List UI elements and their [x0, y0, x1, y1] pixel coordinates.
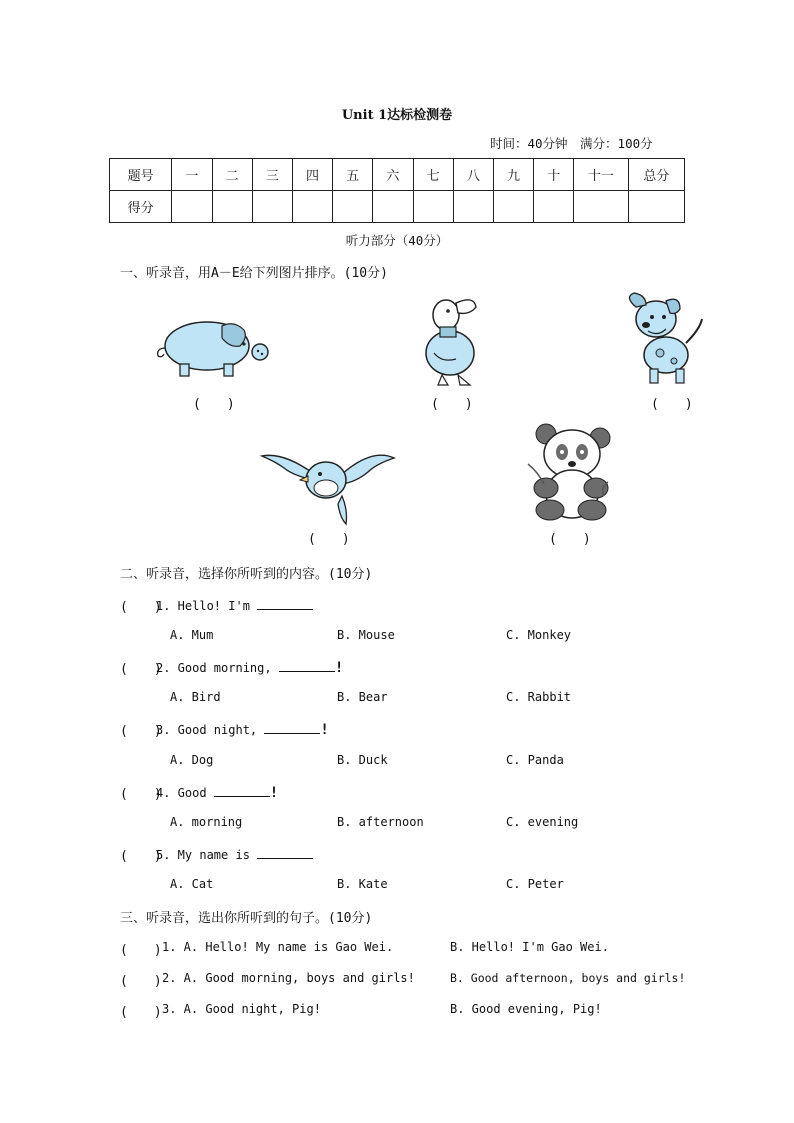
score-header-cell: 十	[534, 159, 574, 191]
fill-blank[interactable]	[279, 659, 335, 672]
score-cell[interactable]	[333, 191, 373, 223]
score-cell[interactable]	[453, 191, 493, 223]
score-header-cell: 八	[453, 159, 493, 191]
score-table	[109, 158, 685, 223]
q3-2-paren[interactable]: ( )	[120, 974, 162, 989]
option-c: C. Monkey	[506, 628, 572, 642]
q3-1-option-a: 1. A. Hello! My name is Gao Wei.	[162, 940, 394, 954]
q3-2-option-a: 2. A. Good morning, boys and girls!	[162, 971, 415, 985]
q3-1-option-b: B. Hello! I'm Gao Wei.	[450, 940, 609, 954]
option-b: B. Duck	[337, 753, 388, 767]
score-header-cell: 五	[333, 159, 373, 191]
fill-blank[interactable]	[214, 784, 270, 797]
option-a: A. morning	[170, 815, 243, 829]
q2-2-text: 2. Good morning, !	[156, 660, 344, 676]
option-b: B. Kate	[337, 877, 388, 891]
q3-2-option-b: B. Good afternoon, boys and girls!	[450, 971, 686, 985]
score-value-row	[110, 191, 685, 223]
time-info: 时间：40分钟 满分：100分	[490, 136, 653, 151]
option-b: B. afternoon	[337, 815, 424, 829]
score-header-cell: 十一	[574, 159, 628, 191]
option-a: A. Bird	[170, 690, 221, 704]
fill-blank[interactable]	[257, 597, 313, 610]
score-header-cell: 六	[373, 159, 413, 191]
score-cell[interactable]	[252, 191, 292, 223]
section1-heading: 一、听录音，用A－E给下列图片排序。(10分)	[120, 266, 388, 281]
score-header-cell: 四	[292, 159, 332, 191]
score-cell[interactable]	[413, 191, 453, 223]
score-cell[interactable]	[574, 191, 628, 223]
q2-3-paren[interactable]: ( )	[120, 724, 162, 739]
q3-3-paren[interactable]: ( )	[120, 1005, 162, 1020]
option-b: B. Mouse	[337, 628, 395, 642]
duck-icon	[420, 293, 484, 389]
option-c: C. evening	[506, 815, 579, 829]
score-header-cell: 二	[212, 159, 252, 191]
q2-3-text: 3. Good night, !	[156, 722, 329, 738]
duck-answer-paren[interactable]: ( )	[431, 397, 473, 412]
fill-blank[interactable]	[257, 846, 313, 859]
panda-icon	[524, 424, 614, 522]
option-c: C. Panda	[506, 753, 564, 767]
q2-1-paren[interactable]: ( )	[120, 600, 162, 615]
option-a: A. Cat	[170, 877, 214, 891]
score-header-cell: 一	[172, 159, 212, 191]
score-cell[interactable]	[373, 191, 413, 223]
score-cell[interactable]	[628, 191, 684, 223]
option-c: C. Peter	[506, 877, 564, 891]
q2-1-text: 1. Hello! I'm	[156, 597, 313, 614]
score-header-cell: 总分	[628, 159, 684, 191]
section3-heading: 三、听录音，选出你所听到的句子。(10分)	[120, 911, 373, 926]
score-header-cell: 三	[252, 159, 292, 191]
panda-answer-paren[interactable]: ( )	[549, 532, 591, 547]
dog-icon	[626, 293, 706, 387]
score-header-cell: 题号	[110, 159, 172, 191]
option-a: A. Dog	[170, 753, 214, 767]
score-header-cell: 九	[493, 159, 533, 191]
q3-3-option-a: 3. A. Good night, Pig!	[162, 1002, 321, 1016]
q2-4-text: 4. Good !	[156, 785, 279, 801]
q2-5-text: 5. My name is	[156, 846, 313, 863]
score-cell[interactable]	[493, 191, 533, 223]
score-header-cell: 七	[413, 159, 453, 191]
score-cell[interactable]	[292, 191, 332, 223]
option-c: C. Rabbit	[506, 690, 572, 704]
q2-4-paren[interactable]: ( )	[120, 787, 162, 802]
q2-5-paren[interactable]: ( )	[120, 849, 162, 864]
score-row-label: 得分	[110, 191, 172, 223]
option-b: B. Bear	[337, 690, 388, 704]
section2-heading: 二、听录音，选择你所听到的内容。(10分)	[120, 567, 373, 582]
listening-section-title: 听力部分（40分）	[345, 233, 449, 248]
pig-icon	[152, 318, 272, 380]
q2-2-paren[interactable]: ( )	[120, 662, 162, 677]
score-header-row	[110, 159, 685, 191]
option-a: A. Mum	[170, 628, 214, 642]
dog-answer-paren[interactable]: ( )	[651, 397, 693, 412]
pig-answer-paren[interactable]: ( )	[193, 397, 235, 412]
score-cell[interactable]	[172, 191, 212, 223]
bird-icon	[260, 444, 396, 526]
q3-3-option-b: B. Good evening, Pig!	[450, 1002, 602, 1016]
q3-1-paren[interactable]: ( )	[120, 943, 162, 958]
fill-blank[interactable]	[264, 721, 320, 734]
bird-answer-paren[interactable]: ( )	[308, 532, 350, 547]
score-cell[interactable]	[534, 191, 574, 223]
page-title: Unit 1达标检测卷	[341, 108, 453, 123]
score-cell[interactable]	[212, 191, 252, 223]
